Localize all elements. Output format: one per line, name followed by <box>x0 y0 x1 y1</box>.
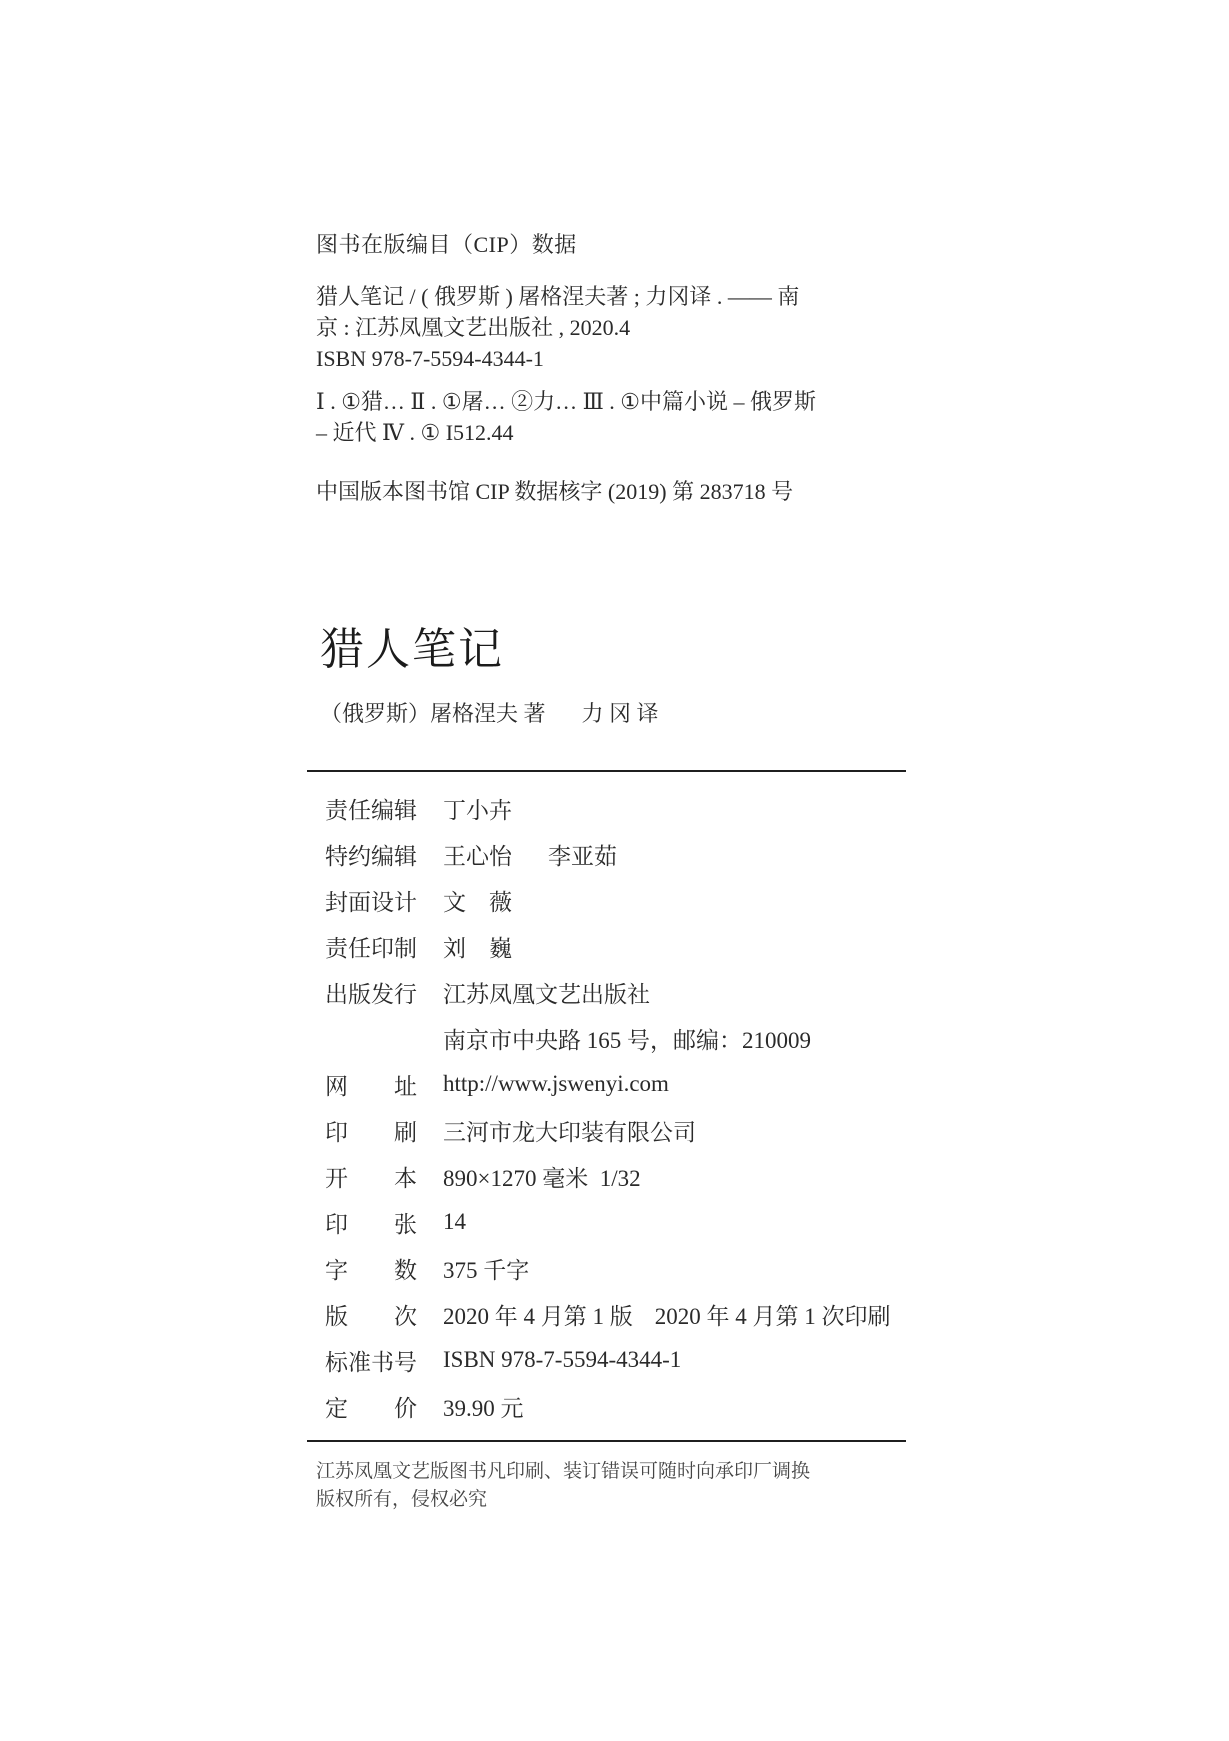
credits-value: 江苏凤凰文艺出版社 <box>443 981 650 1007</box>
credits-label: 封面设计 <box>325 889 417 915</box>
credits-value: 890×1270 毫米 1/32 <box>443 1165 641 1191</box>
credits-label: 责任印制 <box>325 935 417 961</box>
credits-row <box>325 831 891 877</box>
credits-value-price: 39.90 元 <box>443 1395 524 1421</box>
credits-value: 14 <box>443 1209 466 1234</box>
credits-label: 定价 <box>325 1395 417 1421</box>
credits-label: 出版发行 <box>325 981 417 1007</box>
footer-line-misprint-notice: 江苏凤凰文艺版图书凡印刷、装订错误可随时向承印厂调换 <box>316 1461 811 1482</box>
book-title: 猎人笔记 <box>320 625 504 674</box>
credits-value: 丁小卉 <box>443 797 512 823</box>
credits-row <box>325 1245 891 1291</box>
credits-value: 375 千字 <box>443 1257 530 1283</box>
credits-row <box>325 1383 891 1429</box>
credits-label: 网址 <box>325 1073 417 1099</box>
credits-row <box>325 1199 891 1245</box>
cip-record-number: 中国版本图书馆 CIP 数据核字 (2019) 第 283718 号 <box>316 479 794 504</box>
credits-row <box>325 1153 891 1199</box>
credits-value-isbn: ISBN 978-7-5594-4344-1 <box>443 1347 682 1372</box>
credits-row <box>325 1061 891 1107</box>
cip-entry-line: 猎人笔记 / ( 俄罗斯 ) 屠格涅夫著 ; 力冈译 . —— 南 <box>316 284 800 309</box>
credits-row <box>325 969 891 1015</box>
credits-label: 印刷 <box>325 1119 417 1145</box>
credits-value: 刘 巍 <box>443 935 512 961</box>
credits-row <box>325 1291 891 1337</box>
cip-entry <box>316 281 816 374</box>
credits-value-address: 南京市中央路 165 号，邮编：210009 <box>443 1027 811 1053</box>
credits-row <box>325 1015 891 1061</box>
credits-value-secondary: 李亚茹 <box>548 843 617 869</box>
credits-label: 字数 <box>325 1257 417 1283</box>
credits-label: 标准书号 <box>325 1349 417 1375</box>
cip-classification <box>316 386 816 448</box>
credits-label: 责任编辑 <box>325 797 417 823</box>
footer-line-copyright-notice: 版权所有，侵权必究 <box>316 1489 488 1510</box>
credits-row <box>325 1107 891 1153</box>
cip-block <box>316 232 816 507</box>
credits-value: 三河市龙大印装有限公司 <box>443 1119 696 1145</box>
credits-table <box>325 785 891 1429</box>
divider-top <box>307 770 906 772</box>
byline-author: （俄罗斯）屠格涅夫 著 <box>320 701 546 726</box>
colophon-footer <box>316 1458 810 1514</box>
cip-classification-line: Ⅰ . ①猎… Ⅱ . ①屠… ②力… Ⅲ . ①中篇小说 – 俄罗斯 <box>316 389 817 414</box>
credits-label: 开本 <box>325 1165 417 1191</box>
credits-value-url: http://www.jswenyi.com <box>443 1071 669 1096</box>
credits-value: 2020 年 4 月第 1 版 <box>443 1303 633 1329</box>
cip-header: 图书在版编目（CIP）数据 <box>316 232 577 257</box>
credits-value: 王心怡 <box>443 843 512 869</box>
credits-label: 版次 <box>325 1303 417 1329</box>
credits-row <box>325 785 891 831</box>
credits-label: 印张 <box>325 1211 417 1237</box>
cip-classification-line: – 近代 Ⅳ . ① I512.44 <box>316 420 514 445</box>
credits-row <box>325 877 891 923</box>
byline <box>320 700 659 728</box>
credits-row <box>325 923 891 969</box>
credits-value: 文 薇 <box>443 889 512 915</box>
divider-bottom <box>307 1440 906 1442</box>
cip-entry-line-isbn: ISBN 978-7-5594-4344-1 <box>316 346 544 371</box>
byline-translator: 力 冈 译 <box>581 701 659 726</box>
credits-row <box>325 1337 891 1383</box>
credits-label: 特约编辑 <box>325 843 417 869</box>
credits-value-secondary: 2020 年 4 月第 1 次印刷 <box>654 1303 891 1329</box>
cip-entry-line: 京 : 江苏凤凰文艺出版社 , 2020.4 <box>316 315 631 340</box>
